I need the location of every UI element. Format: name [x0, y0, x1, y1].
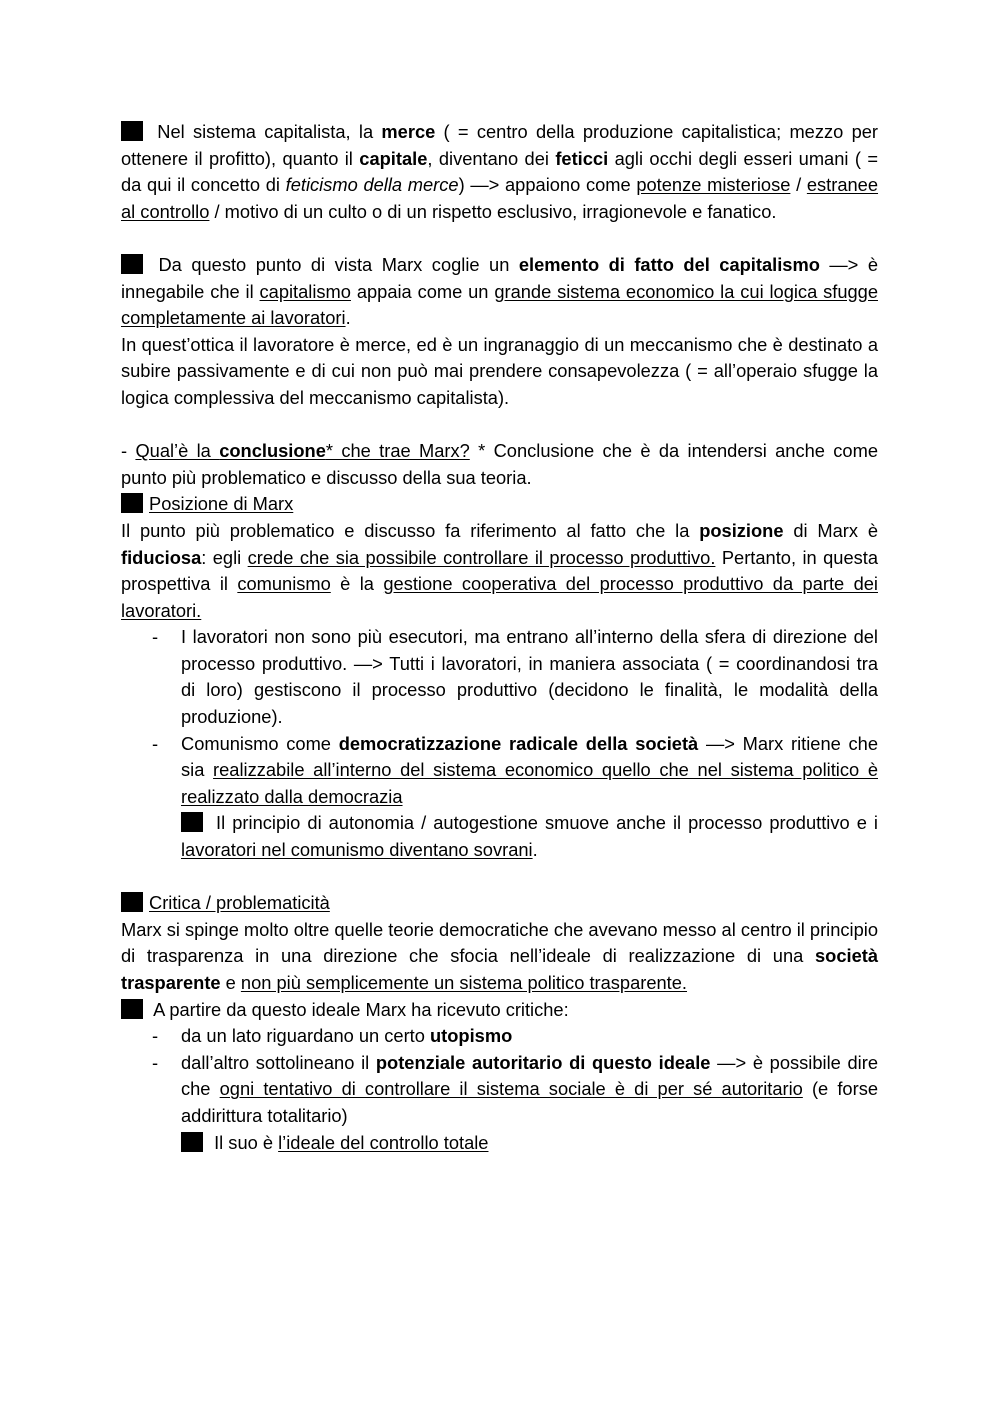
spacer — [121, 412, 878, 439]
list-item: - Comunismo come democratizzazione radicale della società —> Marx ritiene che sia realizzabile all’interno del sistema economico quello che nel sistema politico è realizzato dalla democrazia — [152, 732, 878, 807]
list-item: - I lavoratori non sono più esecutori, ma entrano all’interno della sfera di direzione del processo produttivo. —> Tutti i lavoratori, in maniera associata ( = coordinandosi tra di loro) gestiscono il processo produttivo (decidono le finalità, le modalità della produzione). — [152, 626, 878, 728]
spacer — [121, 225, 878, 252]
black-square-bullet-icon — [121, 892, 143, 912]
list-comunismo — [121, 624, 878, 810]
black-square-bullet-icon — [181, 1132, 203, 1152]
sub-paragraph-controllo-totale: Il suo è l’ideale del controllo totale — [121, 1130, 878, 1157]
list-item: - dall’altro sottolineano il potenziale autoritario di questo ideale —> è possibile dire che ogni tentativo di controllare il sistema sociale è di per sé autoritario (e forse addirittura totalitario) — [152, 1051, 878, 1126]
black-square-bullet-icon — [121, 254, 143, 274]
paragraph-elemento-capitalismo: Da questo punto di vista Marx coglie un elemento di fatto del capitalismo —> è innegabile che il capitalismo appaia come un grande sistema economico la cui logica sfugge completamente ai lavoratori. — [121, 253, 878, 329]
black-square-bullet-icon — [121, 493, 143, 513]
paragraph-trasparenza: Marx si spinge molto oltre quelle teorie democratiche che avevano messo al centro il principio di trasparenza in una direzione che sfocia nell’ideale di realizzazione di una società trasparente e non più semplicemente un sistema politico trasparente. — [121, 918, 879, 993]
list-critiche — [121, 1023, 878, 1129]
paragraph-critiche: A partire da questo ideale Marx ha ricevuto critiche: — [121, 997, 878, 1024]
black-square-bullet-icon — [181, 812, 203, 832]
question-link: Qual’è la conclusione* che trae Marx? — [135, 440, 470, 462]
question-conclusione: - Qual’è la conclusione* che trae Marx? * Conclusione che è da intendersi anche come punto più problematico e discusso della sua teoria. — [121, 440, 878, 488]
heading-posizione-marx: Posizione di Marx — [121, 491, 878, 518]
heading-critica: Critica / problematicità — [121, 890, 878, 917]
paragraph-merce-capitale: Nel sistema capitalista, la merce ( = centro della produzione capitalistica; mezzo per ottenere il profitto), quanto il capitale, diventano dei feticci agli occhi degli esseri umani ( = da qui il concetto di feticismo della merce) —> appaiono come potenze misteriose / estranee al controllo / motivo di un culto o di un rispetto esclusivo, irragionevole e fanatico. — [121, 121, 879, 222]
spacer — [121, 864, 878, 891]
document-page — [121, 119, 878, 1156]
black-square-bullet-icon — [121, 121, 143, 141]
black-square-bullet-icon — [121, 999, 143, 1019]
list-item: - da un lato riguardano un certo utopismo — [152, 1025, 513, 1047]
paragraph-lavoratore-merce: In quest’ottica il lavoratore è merce, ed è un ingranaggio di un meccanismo che è destinato a subire passivamente e di cui non può mai prendere consapevolezza ( = all’operaio sfugge la logica complessiva del meccanismo capitalista). — [121, 333, 878, 408]
paragraph-posizione-fiduciosa: Il punto più problematico e discusso fa riferimento al fatto che la posizione di Marx è fiduciosa: egli crede che sia possibile controllare il processo produttivo. Pertanto, in questa prospettiva il comunismo è la gestione cooperativa del processo produttivo da parte dei lavoratori. — [121, 519, 879, 621]
sub-paragraph-autonomia: Il principio di autonomia / autogestione smuove anche il processo produttivo e i lavoratori nel comunismo diventano sovrani. — [181, 812, 878, 861]
